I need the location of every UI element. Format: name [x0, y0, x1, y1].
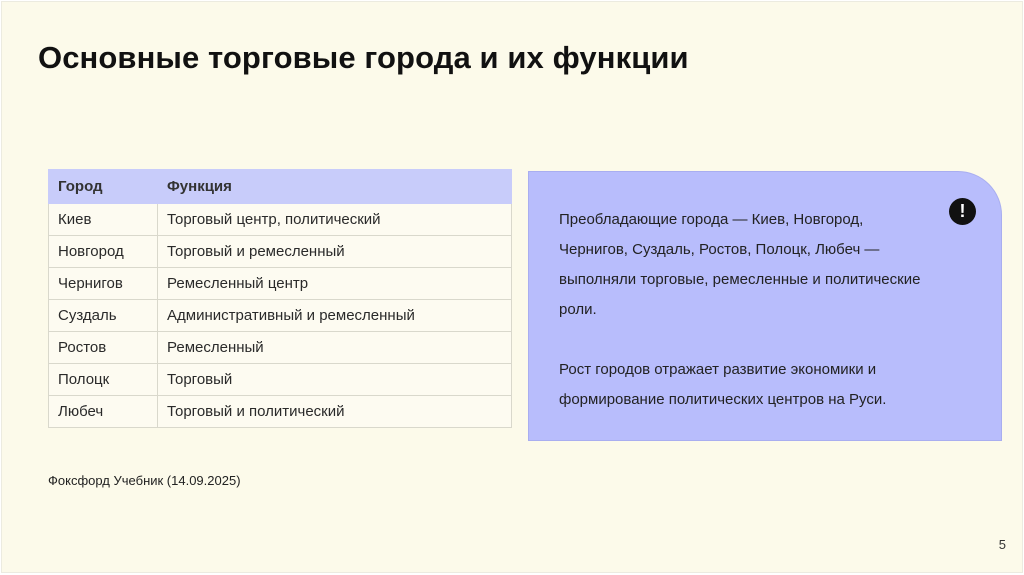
- callout-line: Рост городов отражает развитие экономики и: [559, 361, 877, 378]
- slide-title: Основные торговые города и их функции: [38, 40, 689, 75]
- function-cell: Ремесленный: [158, 332, 512, 364]
- function-cell: Ремесленный центр: [158, 268, 512, 300]
- city-cell: Киев: [49, 204, 158, 236]
- slide: [1, 1, 1023, 573]
- callout-line: Преобладающие города — Киев, Новгород,: [559, 211, 864, 228]
- table-row: [49, 332, 512, 364]
- callout-line: роли.: [559, 301, 597, 318]
- callout-line: формирование политических центров на Руси.: [559, 391, 887, 408]
- callout-paragraph: [559, 355, 971, 415]
- table-row: [49, 300, 512, 332]
- table-row: [49, 236, 512, 268]
- city-cell: Любеч: [49, 396, 158, 428]
- table-row: [49, 396, 512, 428]
- column-header-function: Функция: [158, 170, 512, 204]
- page-number: 5: [998, 537, 1006, 552]
- function-cell: Торговый центр, политический: [158, 204, 512, 236]
- function-cell: Торговый и политический: [158, 396, 512, 428]
- city-cell: Полоцк: [49, 364, 158, 396]
- callout-paragraph: [559, 205, 971, 325]
- table-header-row: [49, 170, 512, 204]
- table-row: [49, 364, 512, 396]
- city-cell: Ростов: [49, 332, 158, 364]
- function-cell: Торговый: [158, 364, 512, 396]
- column-header-city: Город: [49, 170, 158, 204]
- cities-table: [48, 169, 512, 428]
- table-row: [49, 268, 512, 300]
- function-cell: Торговый и ремесленный: [158, 236, 512, 268]
- exclamation-icon: !: [949, 198, 976, 225]
- source-citation: Фоксфорд Учебник (14.09.2025): [48, 473, 241, 488]
- callout-line: выполняли торговые, ремесленные и политические: [559, 271, 921, 288]
- table-row: [49, 204, 512, 236]
- function-cell: Административный и ремесленный: [158, 300, 512, 332]
- info-callout: [528, 171, 1002, 441]
- city-cell: Чернигов: [49, 268, 158, 300]
- city-cell: Новгород: [49, 236, 158, 268]
- city-cell: Суздаль: [49, 300, 158, 332]
- callout-line: Чернигов, Суздаль, Ростов, Полоцк, Любеч —: [559, 241, 880, 258]
